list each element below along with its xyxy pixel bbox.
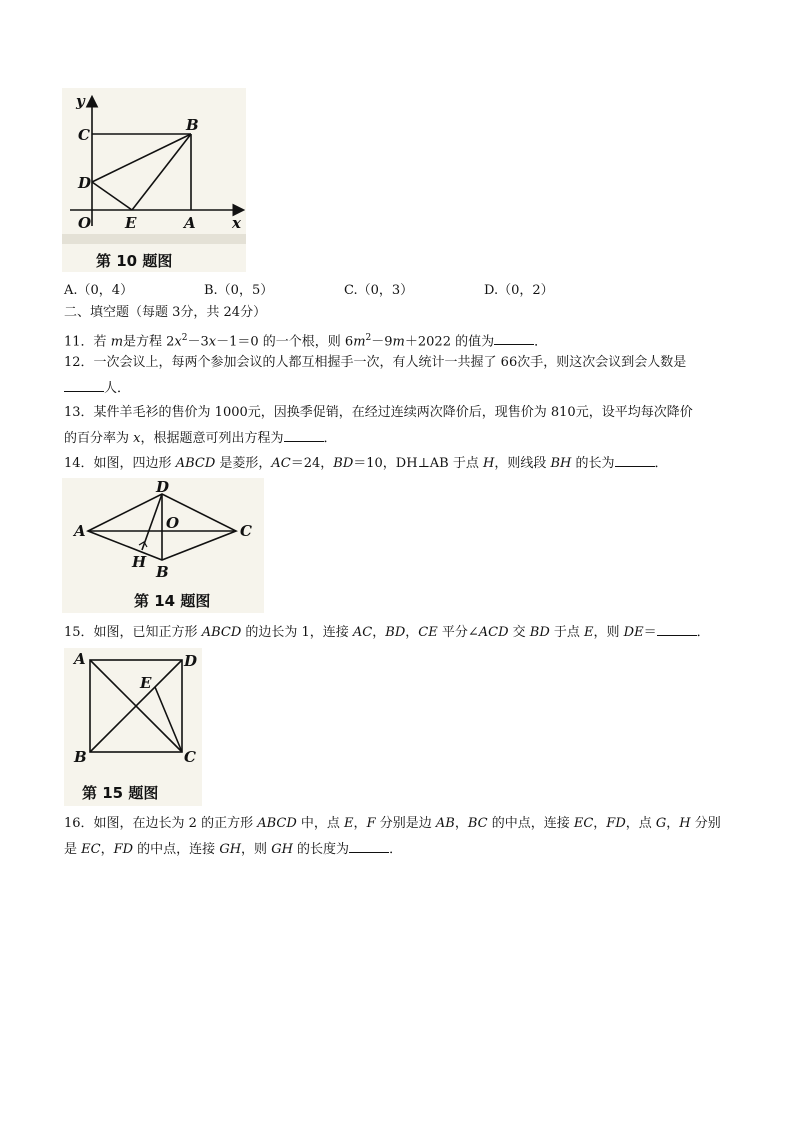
label-C: C	[240, 522, 252, 540]
q14-caption: 第 14 题图	[134, 592, 211, 610]
q15-figure	[64, 648, 202, 806]
label-A: A	[184, 214, 196, 232]
label-C: C	[78, 126, 90, 144]
q14-figure	[62, 478, 264, 613]
q10-figure	[62, 88, 246, 272]
label-E: E	[125, 214, 137, 232]
question-16-line1: 16．如图，在边长为 2 的正方形 ABCD 中，点 E，F 分别是边 AB，BC 的中点，连接 EC，FD，点 G，H 分别	[64, 816, 721, 831]
q15-caption: 第 15 题图	[82, 784, 159, 802]
label-x: x	[232, 214, 241, 232]
answer-blank[interactable]	[349, 840, 389, 853]
question-16-line2: 是 EC，FD 的中点，连接 GH，则 GH 的长度为 ．	[64, 842, 403, 857]
label-D: D	[156, 478, 170, 496]
answer-blank[interactable]	[494, 332, 534, 345]
label-B: B	[186, 116, 199, 134]
label-B: B	[156, 563, 169, 581]
label-A: A	[74, 522, 86, 540]
label-O: O	[166, 514, 180, 532]
q10-choice-b: B.（0，5）	[204, 283, 274, 298]
label-H: H	[132, 553, 147, 571]
label-O: O	[78, 214, 92, 232]
label-E: E	[140, 674, 152, 692]
answer-blank[interactable]	[657, 623, 697, 636]
question-14: 14．如图，四边形 ABCD 是菱形，AC＝24，BD＝10，DH⊥AB 于点 H，则线段 BH 的长为 ．	[64, 456, 668, 471]
section-heading: 二、填空题（每题 3分，共 24分）	[64, 305, 267, 320]
question-12-line1: 12．一次会议上，每两个参加会议的人都互相握手一次，有人统计一共握了 66次手，则这次会议到会人数是	[64, 355, 687, 370]
q10-choice-a: A.（0，4）	[64, 283, 134, 298]
label-D: D	[78, 174, 92, 192]
q10-caption: 第 10 题图	[96, 252, 173, 270]
answer-blank[interactable]	[64, 379, 104, 392]
answer-blank[interactable]	[615, 454, 655, 467]
q10-choice-c: C.（0，3）	[344, 283, 414, 298]
question-13-line1: 13．某件羊毛衫的售价为 1000元，因换季促销，在经过连续两次降价后，现售价为 810元，设平均每次降价	[64, 405, 693, 420]
label-B: B	[74, 748, 87, 766]
q10-choice-d: D.（0，2）	[484, 283, 554, 298]
label-y: y	[76, 92, 85, 110]
label-D: D	[184, 652, 198, 670]
question-11: 11．若 m是方程 $2x^2-3x-1=0$ 的一个根，则 $6m^2-9m+2022$ 的值为 ．	[64, 333, 548, 350]
label-C: C	[184, 748, 196, 766]
label-A: A	[74, 650, 86, 668]
answer-blank[interactable]	[284, 429, 324, 442]
question-15: 15．如图，已知正方形 ABCD 的边长为 1，连接 AC，BD，CE 平分∠ACD 交 BD 于点 E，则 DE＝ ．	[64, 625, 710, 640]
question-13-line2: 的百分率为 x，根据题意可列出方程为 ．	[64, 431, 337, 446]
question-12-line2: 人．	[64, 379, 130, 398]
